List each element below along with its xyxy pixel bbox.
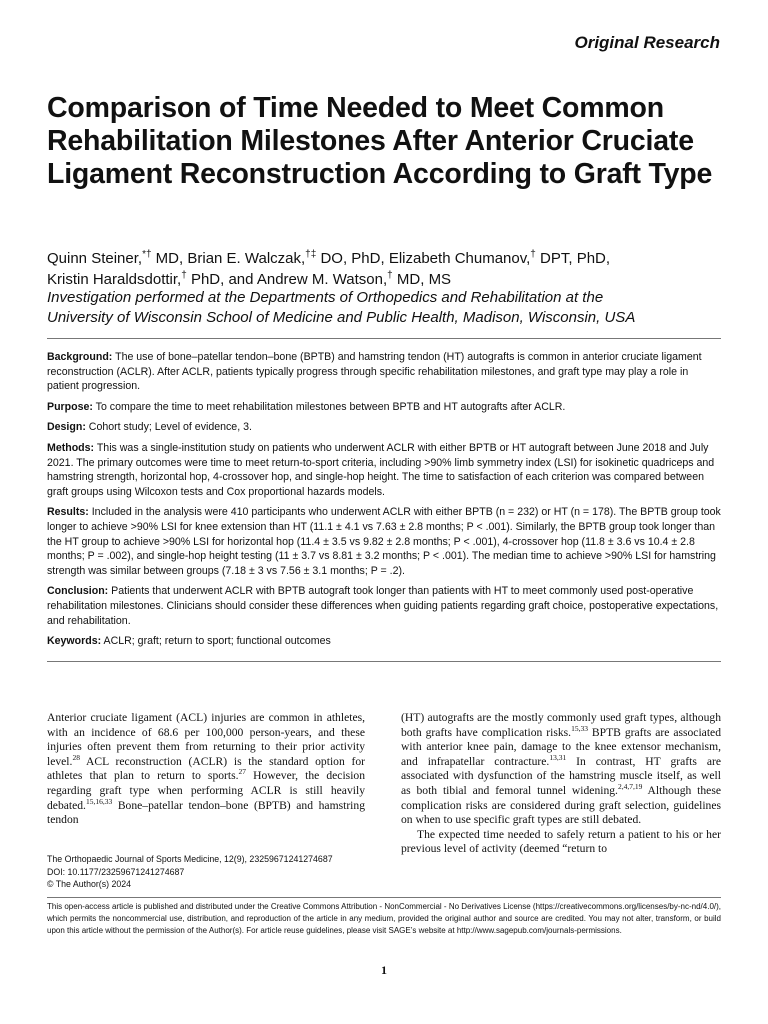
body-text: (HT) autografts are the mostly commonly used graft types, although both grafts have complication risks. bbox=[401, 711, 721, 739]
abstract-heading: Methods: bbox=[47, 441, 95, 454]
author-degree: DO, PhD, bbox=[316, 250, 389, 267]
abstract-text: The use of bone–patellar tendon–bone (BPTB) and hamstring tendon (HT) autografts is common in anterior cruciate ligament reconstruction (ACLR). After ACLR, patients typically progress through specific rehabilitation milestones, and graft type may play a role in patient progression. bbox=[47, 351, 702, 393]
author-name: Kristin Haraldsdottir, bbox=[47, 271, 182, 288]
abstract-heading: Conclusion: bbox=[47, 585, 109, 598]
abstract-design bbox=[47, 420, 721, 435]
citation: 28 bbox=[72, 752, 80, 762]
abstract bbox=[47, 338, 721, 662]
author-affiliation-mark: †‡ bbox=[305, 249, 317, 260]
abstract-background bbox=[47, 350, 721, 394]
affiliation bbox=[47, 288, 737, 328]
body-text: Although these complication risks are considered during graft selection, guidelines on when to use specific graft types are still debated. bbox=[401, 783, 721, 827]
body-text: ACL reconstruction (ACLR) is the standard option for athletes that plan to return to sports. bbox=[47, 754, 365, 783]
author-degree: MD, MS bbox=[392, 271, 452, 288]
body-text: In contrast, HT grafts are associated with dysfunction of the hamstring muscle itself, as well as both tibial and femoral tunnel widening. bbox=[401, 754, 722, 797]
citation: 13,31 bbox=[549, 752, 567, 762]
abstract-text: ACLR; graft; return to sport; functional outcomes bbox=[101, 635, 331, 648]
section-label: Original Research bbox=[574, 33, 720, 52]
author-degree: DPT, PhD, bbox=[535, 250, 611, 267]
article-title: Comparison of Time Needed to Meet Common Rehabilitation Milestones After Anterior Cruciate Ligament Reconstruction According to Graft Type bbox=[47, 92, 713, 190]
abstract-text: Cohort study; Level of evidence, 3. bbox=[85, 421, 252, 434]
abstract-text: Included in the analysis were 410 participants who underwent ACLR with either BPTB (n = 232) or HT (n = 178). The BPTB group took longer to achieve >90% LSI for knee extension than HT (11.1 ± 4.1 vs 7.63 ± 2.8 months; P < .001). Similarly, the BPTB group took longer than the HT group to achieve >90% LSI for horizontal hop (11.4 ± 3.5 vs 9.82 ± 2.8 months; P < .001), 4-crossover hop (11.8 ± 3.6 vs 10.4 ± 2.8 months; P = .002), and single-hop height testing (11 ± 3.7 vs 8.81 ± 3.2 months; P < .001). The median time to achieve >90% LSI for hamstring strength was similar between groups (7.18 ± 3 vs 7.56 ± 3.1 months; P = .2). bbox=[47, 506, 721, 577]
abstract-conclusion bbox=[47, 584, 721, 628]
abstract-methods bbox=[47, 441, 721, 499]
citation: 2,4,7,19 bbox=[617, 782, 643, 792]
body-paragraph: The expected time needed to safely return a patient to his or her previous level of activity (deemed “return to bbox=[401, 827, 721, 856]
abstract-heading: Keywords: bbox=[47, 635, 102, 648]
author-affiliation-mark: † bbox=[530, 249, 536, 260]
affiliation-line: Investigation performed at the Departments of Orthopedics and Rehabilitation at the bbox=[47, 289, 604, 306]
author-name: Brian E. Walczak, bbox=[187, 250, 306, 267]
copyright: © The Author(s) 2024 bbox=[47, 879, 132, 889]
abstract-text: This was a single-institution study on patients who underwent ACLR with either BPTB or HT autograft between June 2018 and July 2021. The primary outcomes were time to meet return-to-sport criteria, including >90% limb symmetry index (LSI) for isokinetic quadriceps and hamstring strength, horizontal hop, 4-crossover hop, and single-hop height. The time to satisfaction of each criterion was compared between graft groups using Wilcoxon tests and Cox proportional hazards models. bbox=[47, 441, 715, 498]
abstract-heading: Results: bbox=[47, 506, 89, 519]
author-name: Elizabeth Chumanov, bbox=[388, 250, 531, 267]
abstract-text: To compare the time to meet rehabilitation milestones between BPTB and HT autografts after ACLR. bbox=[92, 400, 566, 413]
body-text: Anterior cruciate ligament (ACL) injuries are common in athletes, with an incidence of 68.6 per 100,000 person-years, and these injuries often prevent them from returning to their prior activity level. bbox=[47, 711, 365, 768]
doi: DOI: 10.1177/23259671241274687 bbox=[47, 866, 185, 877]
affiliation-line: University of Wisconsin School of Medicine and Public Health, Madison, Wisconsin, USA bbox=[47, 309, 636, 326]
abstract-heading: Design: bbox=[47, 421, 86, 434]
abstract-heading: Purpose: bbox=[47, 400, 93, 413]
author-list bbox=[47, 248, 737, 290]
author-name: Quinn Steiner, bbox=[47, 250, 143, 267]
abstract-purpose bbox=[47, 400, 721, 415]
body-column-right bbox=[401, 711, 721, 857]
abstract-text: Patients that underwent ACLR with BPTB autograft took longer than patients with HT to meet commonly used post-operative rehabilitation milestones. Clinicians should consider these differences when guiding patients regarding graft choice, postoperative expectations, and rehabilitation. bbox=[47, 585, 719, 627]
page-number: 1 bbox=[381, 963, 387, 977]
abstract-keywords bbox=[47, 634, 721, 649]
body-text: BPTB grafts are associated with anterior knee pain, damage to the knee extensor mechanism, and infrapatellar contracture. bbox=[401, 725, 721, 768]
body-text: However, the decision regarding graft type when performing ACLR is still heavily debated. bbox=[47, 769, 366, 812]
body-text: Bone–patellar tendon–bone (BPTB) and hamstring tendon bbox=[47, 798, 365, 827]
license-notice: This open-access article is published and distributed under the Creative Commons Attribution - NonCommercial - No Derivatives License (https://creativecommons.org/licenses/by-nc-nd/4.0/), which permits the noncommercial use, distribution, and reproduction of the article in any medium, provided the original author and source are credited. You may not alter, transform, or build upon this article without the permission of the Author(s). For article reuse guidelines, please visit SAGE’s website at http://www.sagepub.com/journals-permissions. bbox=[47, 897, 721, 938]
author-name: Andrew M. Watson, bbox=[256, 271, 388, 288]
citation: 27 bbox=[238, 767, 247, 777]
journal-info bbox=[47, 853, 377, 891]
author-affiliation-mark: *† bbox=[142, 249, 152, 260]
author-degree: MD, bbox=[151, 250, 188, 267]
author-affiliation-mark: † bbox=[181, 270, 187, 281]
body-column-left bbox=[47, 711, 365, 828]
author-affiliation-mark: † bbox=[387, 270, 393, 281]
abstract-heading: Background: bbox=[47, 351, 113, 363]
author-degree: PhD, and bbox=[186, 271, 257, 288]
journal-citation: The Orthopaedic Journal of Sports Medicine, 12(9), 23259671241274687 bbox=[47, 854, 333, 864]
citation: 15,33 bbox=[571, 723, 588, 733]
abstract-results bbox=[47, 505, 721, 578]
citation: 15,16,33 bbox=[85, 796, 113, 806]
